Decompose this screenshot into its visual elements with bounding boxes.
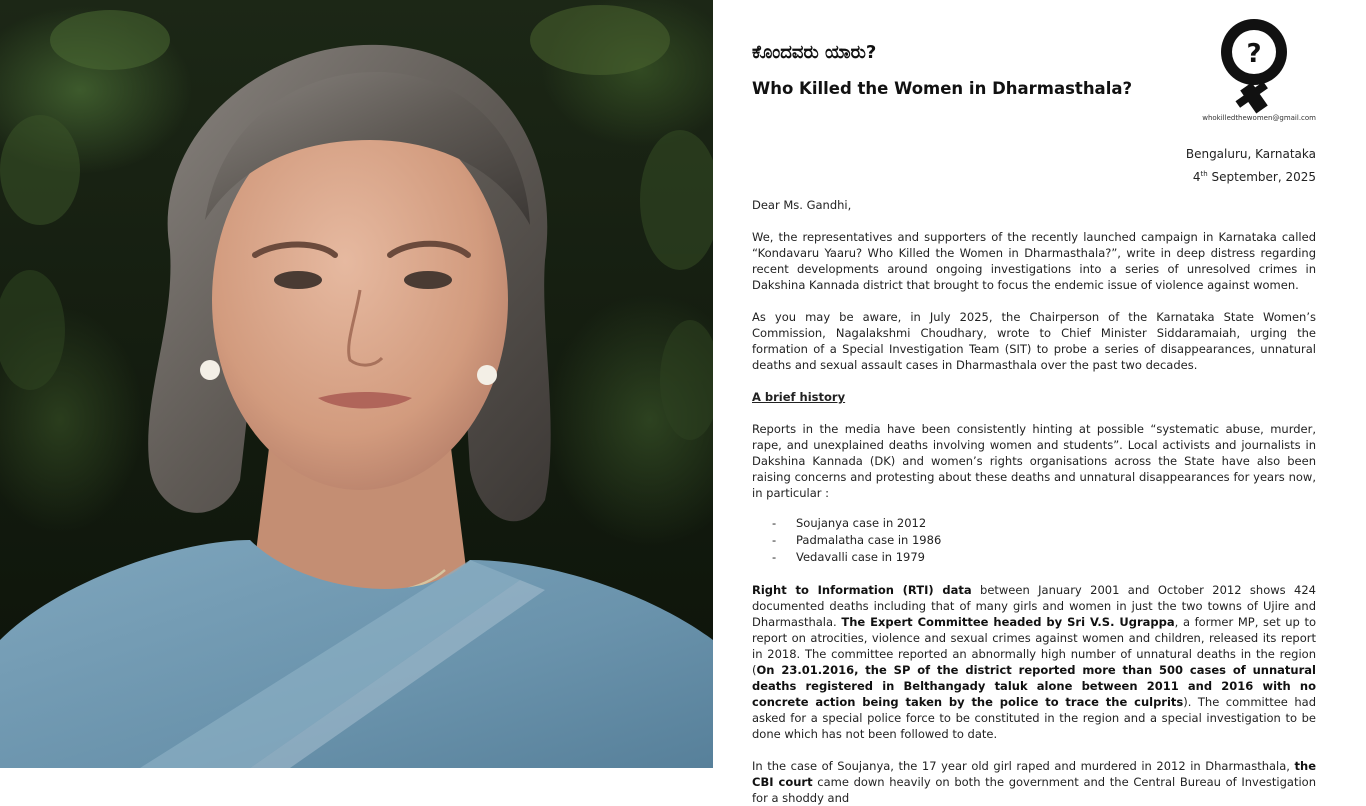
paragraph-4: Right to Information (RTI) data between January 2001 and October 2012 shows 424 documented deaths including that of many girls and women in just the two towns of Ujire and Dharmasthala. The Expert Committee headed by Sri V.S. Ugrappa, a former MP, set up to report on atrocities, violence and sexual crimes against women and children, released its report in 2018. The committee reported an abnormally high number of unnatural deaths in the region (On 23.01.2016, the SP of the district reported more than 500 cases of unnatural deaths registered in Belthangady taluk alone between 2011 and 2016 with no concrete action being taken by the police to trace the culprits). The committee had asked for a special police force to be constituted in the region and a special investigation to be done which has not been followed to date. xyxy=(752,583,1316,741)
letter-place: Bengaluru, Karnataka xyxy=(1185,147,1316,161)
paragraph-3: Reports in the media have been consistently hinting at possible “systematic abuse, murder, rape, and unexplained deaths involving women and students”. Local activists and journalists in Dakshina Kannada (DK) and women’s rights organisations across the State have also been raising concerns and protesting about these deaths and unnatural disappearances for years now, in particular : xyxy=(752,422,1316,500)
earring-left xyxy=(200,360,220,380)
letter-date: 4th September, 2025 xyxy=(1192,170,1316,184)
list-item: - Soujanya case in 2012 xyxy=(772,515,1316,532)
letter-place-date xyxy=(1186,144,1316,187)
svg-text:?: ? xyxy=(1246,39,1262,69)
campaign-logo-icon xyxy=(1217,18,1291,114)
greeting: Dear Ms. Gandhi, xyxy=(752,198,852,212)
earring-right xyxy=(477,365,497,385)
case-list xyxy=(752,515,1316,566)
campaign-email: whokilledthewomen@gmail.com xyxy=(1202,114,1316,122)
section-heading: A brief history xyxy=(752,390,846,404)
paragraph-5: In the case of Soujanya, the 17 year old girl raped and murdered in 2012 in Dharmasthala, the CBI court came down heavily on both the government and the Central Bureau of Investigation for a shoddy and xyxy=(752,759,1316,805)
list-item: - Vedavalli case in 1979 xyxy=(772,549,1316,566)
letter-document xyxy=(713,0,1366,805)
portrait-photo xyxy=(0,0,713,768)
paragraph-2: As you may be aware, in July 2025, the Chairperson of the Karnataka State Women’s Commission, Nagalakshmi Choudhary, wrote to Chief Minister Siddaramaiah, urging the formation of a Special Investigation Team (SIT) to probe a series of disappearances, unnatural deaths and sexual assault cases in Dharmasthala over the past two decades. xyxy=(752,310,1316,372)
letter-body xyxy=(752,197,1316,806)
title-kannada: ಕೊಂದವರು ಯಾರು? xyxy=(752,42,877,63)
portrait-illustration xyxy=(0,0,713,768)
list-item: - Padmalatha case in 1986 xyxy=(772,532,1316,549)
title-english: Who Killed the Women in Dharmasthala? xyxy=(752,79,1133,98)
paragraph-1: We, the representatives and supporters of the recently launched campaign in Karnataka called “Kondavaru Yaaru? Who Killed the Women in Dharmasthala?”, write in deep distress regarding recent developments around ongoing investigations into a series of unresolved crimes in Dakshina Kannada district that brought to focus the endemic issue of violence against women. xyxy=(752,230,1316,292)
